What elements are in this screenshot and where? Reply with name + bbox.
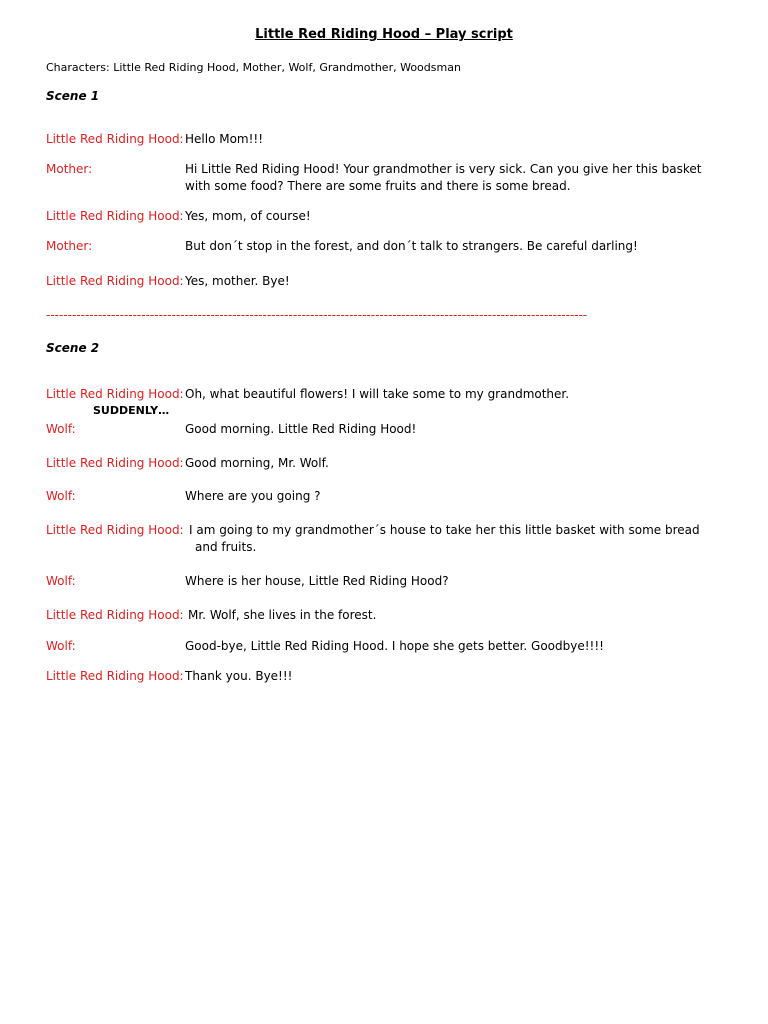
- speaker-name: Wolf:: [46, 574, 76, 588]
- speaker-name: Little Red Riding Hood:: [46, 274, 184, 288]
- page-title: Little Red Riding Hood – Play script: [255, 27, 513, 42]
- speaker-name: Little Red Riding Hood:: [46, 209, 184, 223]
- speech-text: Good-bye, Little Red Riding Hood. I hope she gets better. Goodbye!!!!: [185, 639, 604, 653]
- scene-divider: -----------------------------------------------------------------------------------------------------------------------------: [46, 308, 588, 322]
- stage-direction: SUDDENLY…: [93, 404, 170, 417]
- speaker-name: Little Red Riding Hood:: [46, 132, 184, 146]
- speaker-name: Wolf:: [46, 639, 76, 653]
- speaker-name: Little Red Riding Hood:: [46, 608, 184, 622]
- speaker-name: Wolf:: [46, 489, 76, 503]
- speech-text: [189, 522, 729, 556]
- speaker-name: Little Red Riding Hood:: [46, 669, 184, 683]
- speaker-name: Mother:: [46, 162, 93, 176]
- speech-text: Oh, what beautiful flowers! I will take some to my grandmother.: [185, 387, 570, 401]
- speech-text: [185, 161, 725, 195]
- scene-1-heading: Scene 1: [46, 89, 100, 103]
- speech-text-line-2: with some food? There are some fruits and there is some bread.: [185, 179, 571, 193]
- speech-text: Thank you. Bye!!!: [185, 669, 293, 683]
- speech-text: Yes, mother. Bye!: [185, 274, 290, 288]
- speech-text-line-2: and fruits.: [195, 540, 257, 554]
- speech-text: Mr. Wolf, she lives in the forest.: [188, 608, 377, 622]
- speaker-name: Wolf:: [46, 422, 76, 436]
- speech-text: Good morning, Mr. Wolf.: [185, 456, 329, 470]
- speech-text: Where is her house, Little Red Riding Hood?: [185, 574, 449, 588]
- speech-text: But don´t stop in the forest, and don´t talk to strangers. Be careful darling!: [185, 239, 638, 253]
- speech-text: Yes, mom, of course!: [185, 209, 311, 223]
- speaker-name: Little Red Riding Hood:: [46, 523, 184, 537]
- speech-text-line-1: Hi Little Red Riding Hood! Your grandmother is very sick. Can you give her this basket: [185, 162, 702, 176]
- speech-text-line-1: I am going to my grandmother´s house to take her this little basket with some bread: [189, 523, 700, 537]
- speech-text: Where are you going ?: [185, 489, 321, 503]
- speaker-name: Mother:: [46, 239, 93, 253]
- speech-text: Hello Mom!!!: [185, 132, 264, 146]
- speech-text: Good morning. Little Red Riding Hood!: [185, 422, 417, 436]
- speaker-name: Little Red Riding Hood:: [46, 387, 184, 401]
- scene-2-heading: Scene 2: [46, 341, 100, 355]
- speaker-name: Little Red Riding Hood:: [46, 456, 184, 470]
- characters-list: Characters: Little Red Riding Hood, Mother, Wolf, Grandmother, Woodsman: [46, 61, 461, 74]
